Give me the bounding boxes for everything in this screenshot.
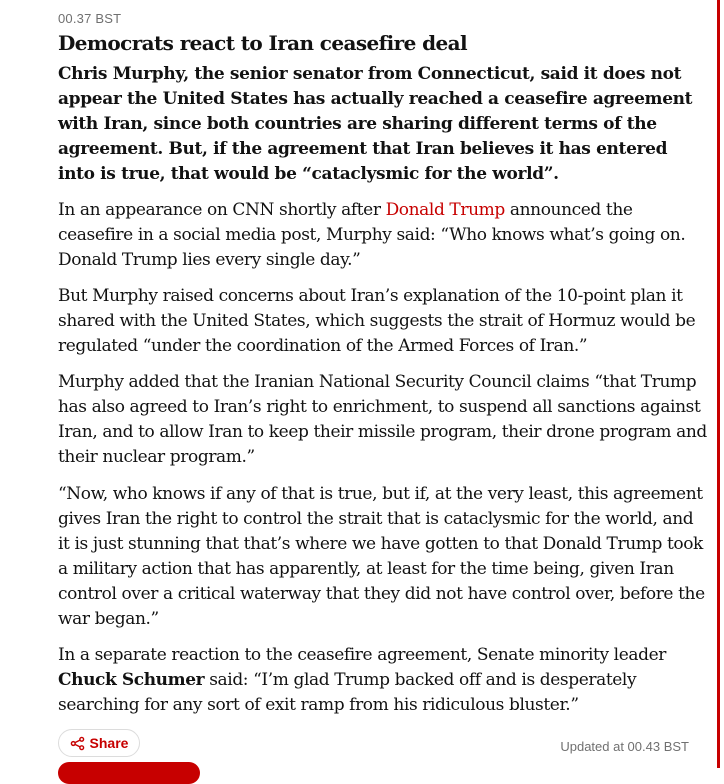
share-icon: [70, 736, 85, 751]
paragraph-4: “Now, who knows if any of that is true, but if, at the very least, this agreement gives Iran the right to control the strait that is cataclysmic for the world, and it is just stunning that that’s where we have gotten to that Donald Trump took a military action that has apparently, at least for the time being, given Iran control over a critical waterway that they did not have control over, before the war began.”: [58, 484, 705, 629]
paragraph-1-text-end: announced the ceasefire in a social media post, Murphy said: “Who knows what’s going on. Donald Trump lies every single day.”: [58, 200, 686, 270]
updated-timestamp: Updated at 00.43 BST: [560, 739, 689, 754]
entry-lede: Chris Murphy, the senior senator from Connecticut, said it does not appear the United States has actually reached a ceasefire agreement with Iran, since both countries are sharing different terms of the agreement. But, if the agreement that Iran believes it has entered into is true, that would be “cataclysmic for the world”.: [58, 64, 693, 184]
paragraph-5: [58, 643, 708, 718]
paragraph-5-text-start: In a separate reaction to the ceasefire agreement, Senate minority leader: [58, 645, 666, 665]
entry-timestamp[interactable]: 00.37 BST: [58, 11, 122, 26]
chuck-schumer-name: Chuck Schumer: [58, 670, 205, 690]
paragraph-3: Murphy added that the Iranian National Security Council claims “that Trump has also agreed to Iran’s right to enrichment, to suspend all sanctions against Iran, and to allow Iran to keep their missile program, their drone program and their nuclear program.”: [58, 372, 707, 467]
paragraph-1: [58, 198, 708, 273]
paragraph-2: But Murphy raised concerns about Iran’s explanation of the 10-point plan it shared with the United States, which suggests the strait of Hormuz would be regulated “under the coordination of the Armed Forces of Iran.”: [58, 286, 696, 356]
right-accent-border: [717, 0, 720, 768]
share-label: Share: [89, 735, 129, 751]
entry-headline: Democrats react to Iran ceasefire deal: [58, 31, 467, 55]
paragraph-5-text-end: said: “I’m glad Trump backed off and is desperately searching for any sort of exit ramp from his ridiculous bluster.”: [58, 670, 637, 715]
donald-trump-link[interactable]: Donald Trump: [385, 200, 505, 220]
paragraph-1-text-start: In an appearance on CNN shortly after: [58, 200, 386, 220]
share-button[interactable]: [58, 729, 140, 757]
next-entry-button[interactable]: [58, 762, 200, 784]
